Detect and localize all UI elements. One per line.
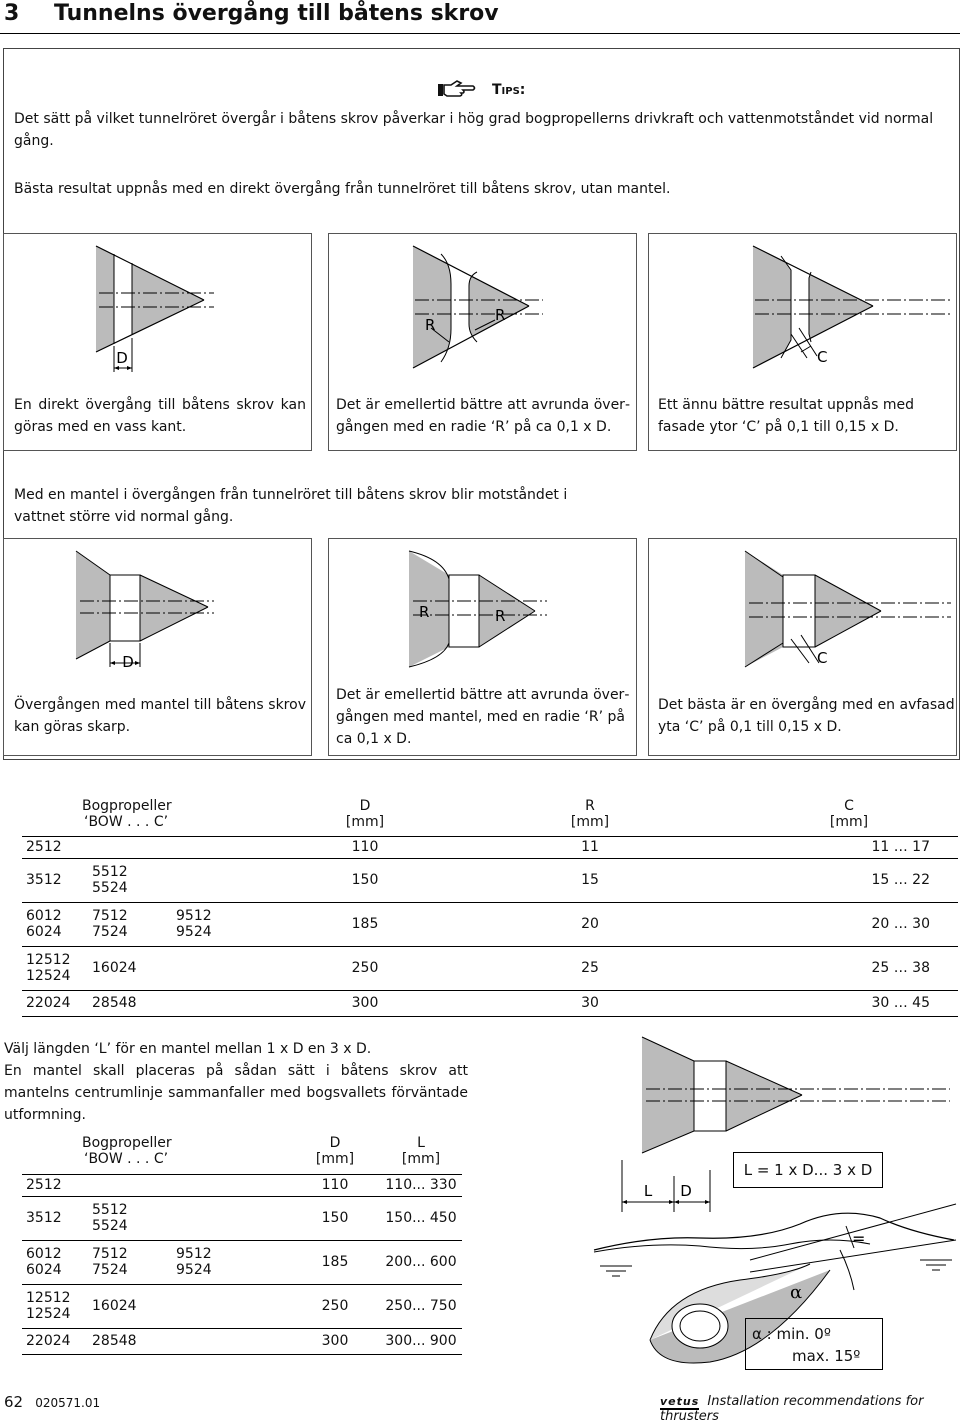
cell-model-b: 7512: [92, 908, 128, 924]
cell-d: 110: [290, 836, 440, 858]
caption-rounded-radius: Det är emellertid bättre att avrunda övergången med en radie ‘R’ på ca 0,1 x D.: [336, 397, 630, 435]
cell-l: 110... 330: [380, 1174, 462, 1196]
table-row: [22, 1174, 462, 1196]
cell-model-a2: 6024: [26, 1262, 62, 1278]
cell-model-b: 16024: [88, 1284, 172, 1328]
alpha-symbol: α: [790, 1282, 803, 1303]
heading-number: 3: [4, 1, 20, 26]
label-r-right: R: [495, 607, 506, 625]
label-r-right: R: [495, 306, 506, 324]
cell-model-b: 7512: [92, 1246, 128, 1262]
cell-model-a2: 12524: [26, 1306, 71, 1322]
table-header: [22, 1128, 462, 1174]
cell-c: 15 … 22: [740, 858, 958, 902]
cell-model: 2512: [22, 1174, 88, 1196]
cell-d: 250: [290, 946, 440, 990]
cell-c: 11 … 17: [740, 836, 958, 858]
cell-c: 25 … 38: [740, 946, 958, 990]
cell-model-c2: 9524: [176, 1262, 212, 1278]
page-number: 62: [4, 1393, 24, 1411]
header-c: C: [844, 797, 854, 814]
header-r: R: [585, 797, 595, 814]
cell-r: 20: [440, 902, 740, 946]
cell-model: 12512: [26, 952, 71, 968]
cell-r: 15: [440, 858, 740, 902]
angle-max: max. 15º: [792, 1347, 861, 1365]
header-model: Bogpropeller: [82, 1134, 172, 1151]
cell-model: 6012: [26, 1246, 62, 1262]
label-l: L: [643, 1182, 653, 1200]
header-d-unit: [mm]: [315, 1150, 355, 1167]
diagram-mantel-placement-top: [472, 1035, 960, 1155]
cell-l: 300... 900: [380, 1328, 462, 1354]
cell-model: 6012: [26, 908, 62, 924]
cell-model: 3512: [22, 1196, 88, 1240]
cell-d: 185: [290, 1240, 380, 1284]
label-c: C: [817, 649, 828, 667]
caption-sharp-edge: En direkt övergång till båtens skrov kan göras med en vass kant.: [14, 397, 306, 435]
cell-model: 22024: [22, 990, 88, 1016]
table-row: [22, 858, 958, 902]
length-formula-box: L = 1 x D... 3 x D: [733, 1152, 883, 1188]
label-d: D: [680, 1182, 692, 1200]
cell-d: 150: [290, 1196, 380, 1240]
cell-model-a2: 12524: [26, 968, 71, 984]
cell-d: 300: [290, 1328, 380, 1354]
tips-label: Tips:: [492, 82, 526, 98]
header-d-unit: [mm]: [345, 813, 385, 830]
table-mantel-length: [22, 1128, 462, 1355]
cell-d: 110: [290, 1174, 380, 1196]
header-d: D: [329, 1134, 341, 1151]
cell-d: 250: [290, 1284, 380, 1328]
doc-number: 020571.01: [35, 1396, 101, 1410]
caption-mantel-radius: Det är emellertid bättre att avrunda övergången med mantel, med en radie ‘R’ på ca 0,1 x D.: [336, 687, 630, 747]
table-row: [22, 1240, 462, 1284]
label-d: D: [122, 653, 134, 671]
cell-c: 20 … 30: [740, 902, 958, 946]
cell-d: 300: [290, 990, 440, 1016]
angle-min: α : min. 0º: [752, 1325, 831, 1343]
heading-title: Tunnelns övergång till båtens skrov: [54, 1, 499, 26]
header-l: L: [417, 1134, 425, 1151]
label-r-left: R: [419, 603, 430, 621]
mantel-text: Med en mantel i övergången från tunnelröret till båtens skrov blir motståndet i vattnet större vid normal gång.: [14, 487, 568, 525]
cell-r: 25: [440, 946, 740, 990]
table-row: [22, 990, 958, 1016]
label-c: C: [817, 348, 828, 366]
label-d: D: [116, 349, 128, 367]
table-row: [22, 1328, 462, 1354]
header-c-unit: [mm]: [829, 813, 869, 830]
tips-text-1: Det sätt på vilket tunnelröret övergår i båtens skrov påverkar i hög grad bogpropellerns drivkraft och vattenmotståndet vid normal gång.: [14, 111, 934, 149]
cell-model-b2: 5524: [92, 1218, 128, 1234]
cell-l: 250... 750: [380, 1284, 462, 1328]
tips-text-2: Bästa resultat uppnås med en direkt övergång från tunnelröret till båtens skrov, utan mantel.: [14, 181, 671, 197]
heading-rule: [0, 33, 960, 34]
cell-model-b: 5512: [92, 1202, 128, 1218]
cell-model-b2: 7524: [92, 924, 128, 940]
cell-model: 12512: [26, 1290, 71, 1306]
cell-d: 150: [290, 858, 440, 902]
cell-model-c: 9512: [176, 1246, 212, 1262]
table-header: [22, 792, 958, 836]
equal-sign: =: [852, 1229, 866, 1248]
length-text-1: Välj längden ‘L’ för en mantel mellan 1 x D en 3 x D.: [4, 1041, 372, 1057]
page-heading: [4, 0, 956, 28]
table-row: [22, 836, 958, 858]
footer-right: [660, 1394, 960, 1424]
cell-model: 3512: [22, 858, 88, 902]
caption-chamfer: Ett ännu bättre resultat uppnås med fasade ytor ‘C’ på 0,1 till 0,15 x D.: [658, 397, 914, 435]
cell-model: 22024: [22, 1328, 88, 1354]
angle-box: [745, 1318, 883, 1370]
header-l-unit: [mm]: [401, 1150, 441, 1167]
cell-model-c2: 9524: [176, 924, 212, 940]
cell-model-b: 5512: [92, 864, 128, 880]
cell-model-b: 16024: [88, 946, 172, 990]
cell-r: 30: [440, 990, 740, 1016]
footer-title: Installation recommendations for thrusters: [660, 1394, 924, 1424]
table-radius-chamfer: [22, 792, 958, 1017]
cell-r: 11: [440, 836, 740, 858]
brand-logo: vetus: [660, 1395, 700, 1408]
cell-model: 2512: [22, 836, 88, 858]
table-row: [22, 946, 958, 990]
label-r-left: R: [425, 316, 436, 334]
header-model: Bogpropeller: [82, 797, 172, 814]
cell-model-b2: 5524: [92, 880, 128, 896]
length-text-2: En mantel skall placeras på sådan sätt i båtens skrov att mantelns centrumlinje sammanfaller med bogsvallets förväntade utformning.: [4, 1063, 468, 1123]
cell-l: 150... 450: [380, 1196, 462, 1240]
pointing-hand-icon: [437, 80, 477, 100]
header-model-sub: ‘BOW . . . C’: [84, 813, 169, 830]
caption-mantel-sharp: Övergången med mantel till båtens skrov kan göras skarp.: [14, 697, 306, 735]
header-model-sub: ‘BOW . . . C’: [84, 1150, 169, 1167]
cell-l: 200... 600: [380, 1240, 462, 1284]
header-r-unit: [mm]: [570, 813, 610, 830]
cell-model-b2: 7524: [92, 1262, 128, 1278]
table-row: [22, 1196, 462, 1240]
caption-mantel-chamfer: Det bästa är en övergång med en avfasad yta ‘C’ på 0,1 till 0,15 x D.: [658, 697, 955, 735]
header-d: D: [359, 797, 371, 814]
table-row: [22, 1284, 462, 1328]
cell-d: 185: [290, 902, 440, 946]
cell-model-c: 9512: [176, 908, 212, 924]
cell-c: 30 … 45: [740, 990, 958, 1016]
cell-model-a2: 6024: [26, 924, 62, 940]
footer-left: [4, 1393, 100, 1411]
table-row: [22, 902, 958, 946]
cell-model-b: 28548: [88, 990, 172, 1016]
cell-model-b: 28548: [88, 1328, 172, 1354]
